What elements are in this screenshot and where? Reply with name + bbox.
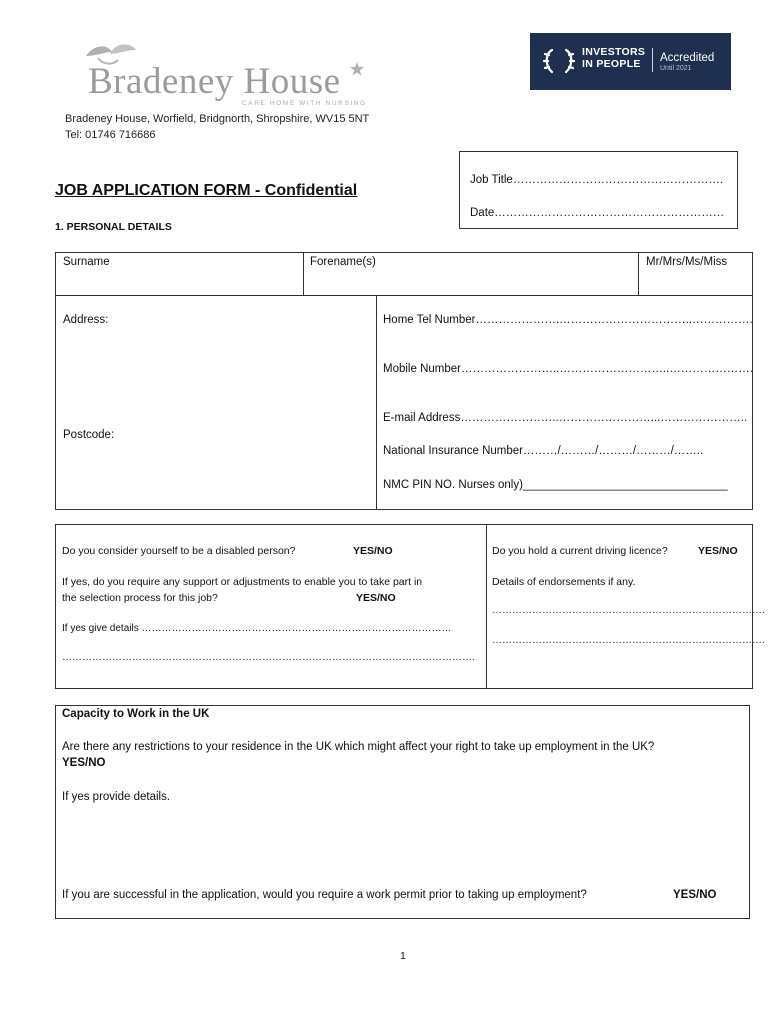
job-details-box — [459, 151, 738, 229]
endorsements-label: Details of endorsements if any. — [492, 576, 636, 588]
restrictions-question: Are there any restrictions to your residence in the UK which might affect your right to take up employment in the UK? — [62, 741, 655, 753]
section-personal-details: 1. PERSONAL DETAILS — [55, 221, 172, 233]
disability-answer[interactable]: YES/NO — [353, 545, 393, 557]
disability-driving-table — [55, 524, 765, 689]
support-question-line2: the selection process for this job? — [62, 592, 218, 604]
badge-accredited: Accredited — [660, 52, 715, 64]
logo-name: Bradeney House — [88, 61, 341, 102]
badge-until: Until 2021 — [660, 65, 692, 72]
restrictions-answer[interactable]: YES/NO — [62, 757, 106, 769]
disability-details-field[interactable]: If yes give details ………………………………………………………………………………… — [62, 623, 452, 634]
support-answer[interactable]: YES/NO — [356, 592, 396, 604]
endorsements-line1[interactable]: ………………………………………………………………………. — [492, 605, 765, 616]
date-field[interactable]: Date…………………………………………………… — [470, 207, 725, 219]
page-number: 1 — [400, 950, 406, 962]
mobile-field[interactable]: Mobile Number……………………..………………………..…………………. — [383, 363, 753, 375]
endorsements-line2[interactable]: ………………………………………………………………………. — [492, 635, 765, 646]
driving-answer[interactable]: YES/NO — [698, 545, 738, 557]
form-title: JOB APPLICATION FORM - Confidential — [55, 182, 358, 199]
disability-question: Do you consider yourself to be a disabled person? — [62, 545, 296, 557]
col-divider — [376, 295, 377, 509]
col-divider — [486, 525, 487, 688]
support-question-line1: If yes, do you require any support or adjustments to enable you to take part in — [62, 576, 423, 588]
address-field[interactable]: Address: — [63, 314, 109, 326]
badge-title — [582, 46, 645, 70]
postcode-field[interactable]: Postcode: — [63, 429, 115, 441]
row-divider — [56, 295, 752, 296]
ni-number-field[interactable]: National Insurance Number………/………/………/………/…….. — [383, 445, 704, 457]
driving-question: Do you hold a current driving licence? — [492, 545, 668, 557]
wreath-icon — [542, 46, 576, 76]
logo-tagline: CARE HOME WITH NURSING — [242, 100, 367, 107]
work-permit-answer[interactable]: YES/NO — [673, 889, 717, 901]
badge-divider — [652, 48, 653, 72]
work-permit-question: If you are successful in the application, would you require a work permit prior to taking up employment? — [62, 889, 587, 901]
star-icon — [350, 62, 364, 76]
job-title-field[interactable]: Job Title………………………………………………. — [470, 174, 724, 186]
col-divider — [303, 253, 304, 295]
disability-details-line2[interactable]: ……………………………………………………………………………………………………………. — [62, 652, 475, 663]
badge-line1: INVESTORS — [582, 46, 646, 58]
badge-line2: IN PEOPLE — [582, 58, 641, 70]
col-divider — [638, 253, 639, 295]
personal-details-table — [55, 252, 753, 510]
nmc-pin-field[interactable]: NMC PIN NO. Nurses only)________________________________ — [383, 479, 728, 491]
home-tel-field[interactable]: Home Tel Number………………….……………………………..……………. — [383, 314, 753, 326]
restrictions-details-field[interactable]: If yes provide details. — [62, 791, 171, 803]
surname-field[interactable]: Surname — [63, 256, 110, 268]
investors-in-people-badge — [530, 33, 731, 90]
forenames-field[interactable]: Forename(s) — [310, 256, 376, 268]
company-phone: Tel: 01746 716686 — [65, 129, 156, 141]
title-field[interactable]: Mr/Mrs/Ms/Miss — [646, 256, 728, 268]
capacity-to-work-box — [55, 705, 750, 919]
email-field[interactable]: E-mail Address……………………..……………………...………………….. — [383, 412, 748, 424]
company-logo — [82, 42, 372, 112]
company-address: Bradeney House, Worfield, Bridgnorth, Shropshire, WV15 5NT — [65, 113, 370, 125]
capacity-heading: Capacity to Work in the UK — [62, 708, 210, 720]
